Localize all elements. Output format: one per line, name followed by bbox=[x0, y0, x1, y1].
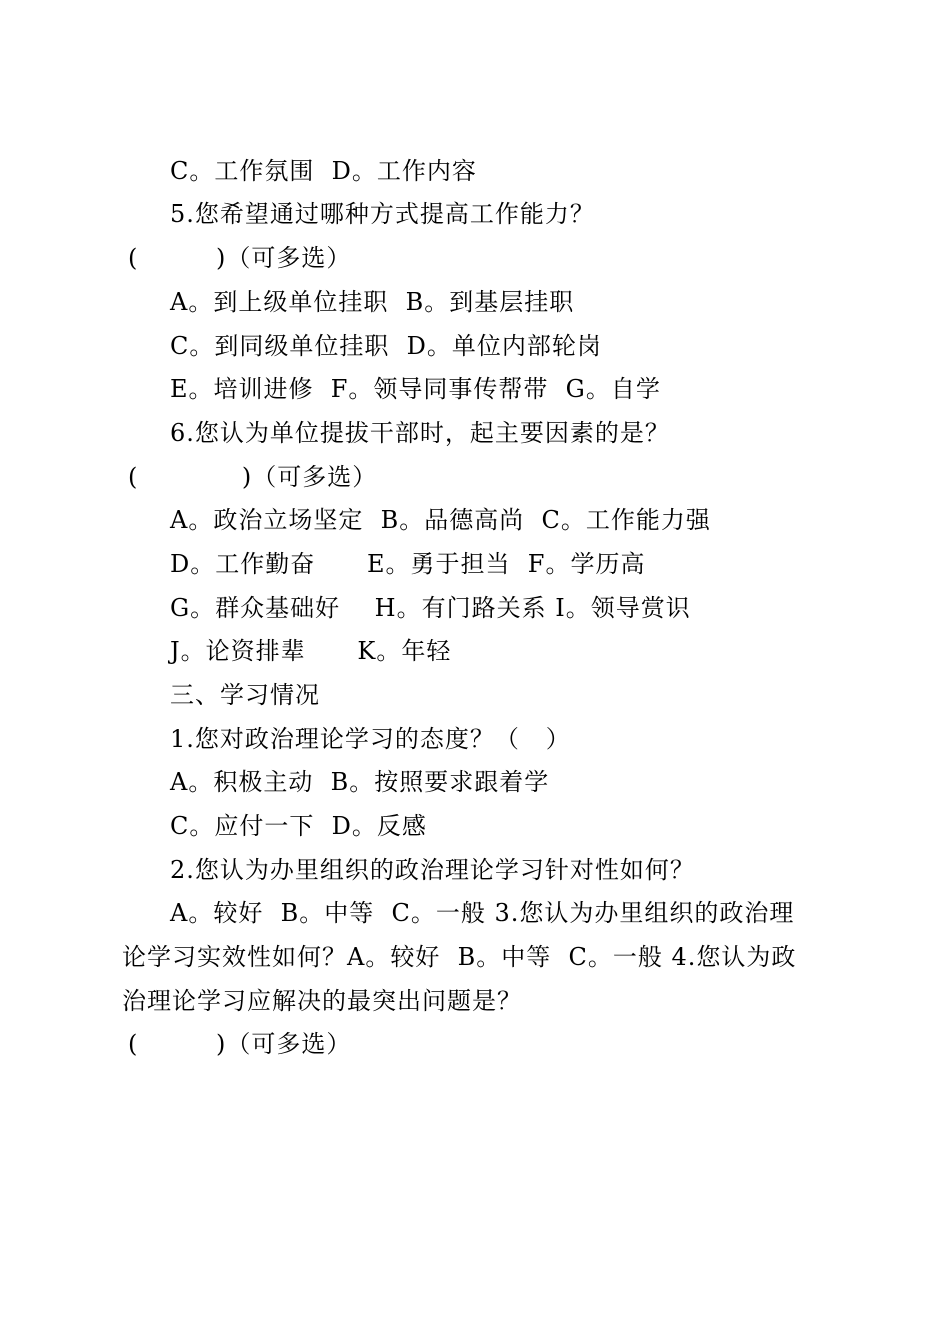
question-study-1: 1.您对政治理论学习的态度？（ ） bbox=[170, 725, 571, 753]
option-line-q6-def: D。工作勤奋 E。勇于担当 F。学历高 bbox=[170, 550, 646, 578]
option-line-q5-cd: C。到同级单位挂职 D。单位内部轮岗 bbox=[170, 332, 602, 360]
paragraph-line-1: A。较好 B。中等 C。一般 3.您认为办里组织的政治理 bbox=[170, 899, 795, 927]
option-line-q5-efg: E。培训进修 F。领导同事传帮带 G。自学 bbox=[170, 375, 661, 403]
option-line-q6-jk: J。论资排辈 K。年轻 bbox=[170, 637, 452, 665]
option-line-study1-ab: A。积极主动 B。按照要求跟着学 bbox=[170, 768, 550, 796]
answer-blank-q5: ( )（可多选） bbox=[128, 244, 352, 272]
option-line-q5-ab: A。到上级单位挂职 B。到基层挂职 bbox=[170, 288, 575, 316]
paragraph-line-3: 治理论学习应解决的最突出问题是？ bbox=[122, 987, 522, 1015]
option-line-q4-cd: C。工作氛围 D。工作内容 bbox=[170, 157, 477, 185]
paragraph-line-2: 论学习实效性如何？A。较好 B。中等 C。一般 4.您认为政 bbox=[122, 943, 797, 971]
question-5: 5.您希望通过哪种方式提高工作能力？ bbox=[170, 200, 595, 228]
question-study-2: 2.您认为办里组织的政治理论学习针对性如何？ bbox=[170, 856, 695, 884]
section-heading-study: 三、学习情况 bbox=[170, 681, 320, 709]
option-line-study1-cd: C。应付一下 D。反感 bbox=[170, 812, 427, 840]
option-line-q6-ghi: G。群众基础好 H。有门路关系 I。领导赏识 bbox=[170, 594, 691, 622]
option-line-q6-abc: A。政治立场坚定 B。品德高尚 C。工作能力强 bbox=[170, 506, 711, 534]
question-6: 6.您认为单位提拔干部时，起主要因素的是？ bbox=[170, 419, 670, 447]
answer-blank-q6: ( )（可多选） bbox=[128, 463, 378, 491]
answer-blank-study4: ( )（可多选） bbox=[128, 1030, 352, 1058]
